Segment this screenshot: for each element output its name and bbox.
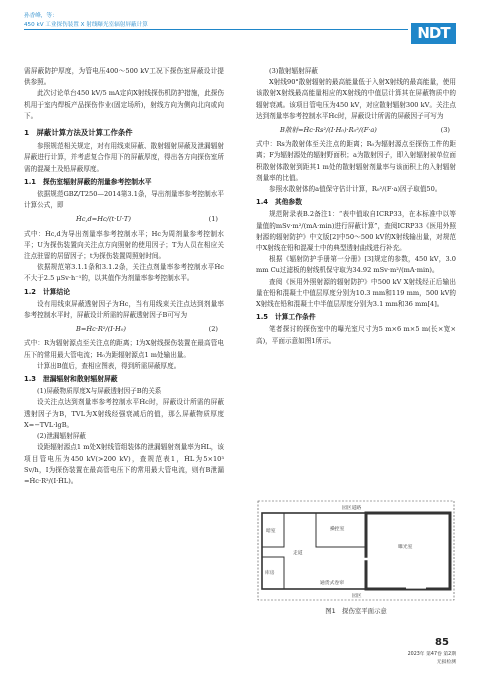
label-corridor: 走道: [293, 551, 303, 556]
subsection-heading: 1.5 计算工作条件: [256, 313, 316, 322]
paragraph: (1)屏蔽物质厚度X与屏蔽透射因子B的关系: [37, 387, 162, 396]
subsection-heading: 1.3 泄漏辐射和散射辐射屏蔽: [24, 375, 118, 384]
floor-plan-drawing: [256, 499, 456, 602]
label-gate: 通货式卷帘: [320, 581, 344, 586]
label-control-room: 操控室: [330, 527, 345, 532]
footer-journal: 无损检测: [436, 660, 456, 665]
label-exposure-room: 曝光室: [398, 545, 413, 550]
running-header-title: 450 kV 工业探伤装置 X 射线曝光室辐射屏蔽计算: [24, 22, 148, 28]
journal-logo: NDT: [411, 23, 456, 44]
left-column: [24, 66, 224, 487]
paragraph: 设有用线束屏蔽透射因子为Ḣc，当有用线束关注点达到剂量率参考控制水平时，屏蔽设计所需的屏蔽透射因子B可写为: [24, 299, 224, 320]
paragraph: 笔者探讨的探伤室中的曝光室尺寸为5 m×6 m×5 m(长×宽×高)，平面示意如图1所示。: [256, 325, 456, 345]
page-number: 85: [435, 637, 449, 648]
header-rule: [24, 29, 408, 30]
equation-expression: Ḣc,d=Hc/(t·U·T): [76, 215, 131, 224]
paragraph: 式中：Ḣc,d为导出剂量率参考控制水平；Hc为周剂量参考控制水平；U为探伤装置向关注点方向照射的使用因子；T为人员在相应关注点驻留的居留因子；t为探伤装置周照射时间。: [24, 229, 224, 261]
label-darkroom: 暗室: [266, 529, 276, 534]
paragraph: 式中：R为辐射源点至关注点的距离；I为X射线探伤装置在最高管电压下的常用最大管电流；H₀为距辐射源点1 m处输出量。: [24, 339, 224, 359]
equation-3: [256, 122, 456, 139]
paragraph: 参照水散射体的a值保守估计计算，R₀²/(F·a)因子取值50。: [269, 185, 442, 194]
paragraph: 依据规范GBZ/T250—2014第3.1条，导出剂量率参考控制水平计算公式，即: [24, 190, 224, 210]
equation-number: (1): [208, 215, 218, 224]
footer-issue: 2023年 第47卷 第2期: [407, 652, 456, 657]
label-top-area: 园区道路: [342, 506, 362, 511]
equation-expression: B散射=Ḣc·Rs²/(I·H₀)·R₀²/(F·a): [280, 126, 377, 135]
page-header: [0, 0, 480, 58]
equation-number: (2): [208, 325, 218, 334]
paragraph: 查阅《医用外照射源的辐射防护》中500 kV X射线经正后输出量在铅和混凝土中值层厚度分别为10.3 mm和119 mm，500 kV的X射线在铅和混凝土中半值层厚度分别为3.1 mm和36 mm[4]。: [256, 277, 456, 309]
paragraph: 设距辐射源点1 m处X射线管组装体的泄漏辐射剂量率为ḢL，该项目管电压为450 kV(>200 kV)，查规范表1，ḢL为5×10³ Sv/h，I为探伤装置在最高管电压下的常用最大管电流，则有B泄漏=Ḣc·R²/(I·ḢL)。: [24, 443, 224, 485]
equation-1: [24, 211, 224, 228]
paragraph: 式中：Rs为散射体至关注点的距离；R₀为辐射源点至探伤工件的距离；F为辐射源处的辐射野面积；a为散射因子，即入射辐射被单位面积散射体散射到距其1 m处的散射辐射剂量率与该面积上的入射辐射剂量率的比值。: [256, 140, 456, 182]
paragraph: 计算出B值后，查相应图表，得到所需屏蔽厚度。: [37, 361, 181, 370]
equation-number: (3): [440, 126, 450, 135]
subsection-heading: 1.1 探伤室辐射屏蔽的剂量参考控制水平: [24, 177, 152, 186]
label-bottom-area: 园区: [352, 594, 362, 599]
paragraph: (2)泄漏辐射屏蔽: [37, 432, 86, 441]
paragraph: 依据规范第3.1.1条和3.1.2条，关注点剂量率参考控制水平Ḣc不大于2.5 μSv·h⁻¹的，以其值作为剂量率参考控制水平。: [24, 263, 224, 283]
paragraph: 规范附录表B.2备注1：“表中值取自ICRP33，在本标准中以等量值的mSv·m²/(mA·min)进行屏蔽计算”，查阅ICRP33《医用外照射源的辐射防护》中文版[2]中50～500 kV的X射线输出量，对规范中X射线在铅和混凝土中的典型透射曲线进行补充。: [256, 210, 456, 253]
figure-caption: 图1 探伤室平面示意: [325, 607, 387, 615]
equation-expression: B=Ḣc·R²/(I·H₀): [76, 325, 126, 334]
paragraph: 设关注点达到剂量率参考控制水平Ḣc时，屏蔽设计所需的屏蔽透射因子为B，TVL为X射线经强衰减后的值，那么屏蔽物质厚度X=−TVL·lgB。: [24, 398, 224, 429]
paragraph: 需屏蔽防护厚度，为管电压400～500 kV工况下探伤室屏蔽设计提供参照。: [24, 67, 224, 87]
subsection-heading: 1.4 其他参数: [256, 198, 303, 207]
paragraph: 参照规范相关规定，对有用线束屏蔽、散射辐射屏蔽及泄漏辐射屏蔽进行计算，并考虑复合作用下的屏蔽厚度，得出各方向探伤室所需的混凝土及铅屏蔽厚度。: [24, 142, 224, 173]
site-boundary: [258, 501, 454, 600]
figure-floor-plan: [256, 499, 456, 602]
paragraph: (3)散射辐射屏蔽: [269, 67, 318, 75]
exposure-room-wall: [366, 513, 450, 589]
paragraph: 此次讨论单台450 kV/5 mA定向X射线探伤机防护措施，此探伤机用于室内焊板产品探伤作业(固定场所)，射线方向为侧向北向或向下。: [24, 89, 224, 120]
paragraph: X射线90°散射辐射的最高能量低于入射X射线的最高能量，使用该散射X射线最高能量相应的X射线的中值层计算其在屏蔽物质中的辐射衰减。该项目管电压为450 kV，对应散射辐射300 kV。关注点达到剂量率参考控制水平Ḣc时，屏蔽设计所需的屏蔽因子可写为: [256, 78, 456, 120]
subsection-heading: 1.2 计算结论: [24, 287, 71, 296]
section-heading: 1 屏蔽计算方法及计算工作条件: [24, 128, 133, 138]
paragraph: 根据《辐射防护手册第一分册》[3]规定的参数，450 kV，3.0 mm Cu过滤板的射线机保守取为34.92 mSv·m²/(mA·min)。: [256, 255, 456, 275]
building-outline: [262, 513, 450, 589]
label-storage: 库房: [265, 571, 275, 576]
equation-2: [24, 321, 224, 338]
right-column: [256, 66, 456, 347]
running-header-author: 孙香峰，等：: [24, 13, 58, 19]
